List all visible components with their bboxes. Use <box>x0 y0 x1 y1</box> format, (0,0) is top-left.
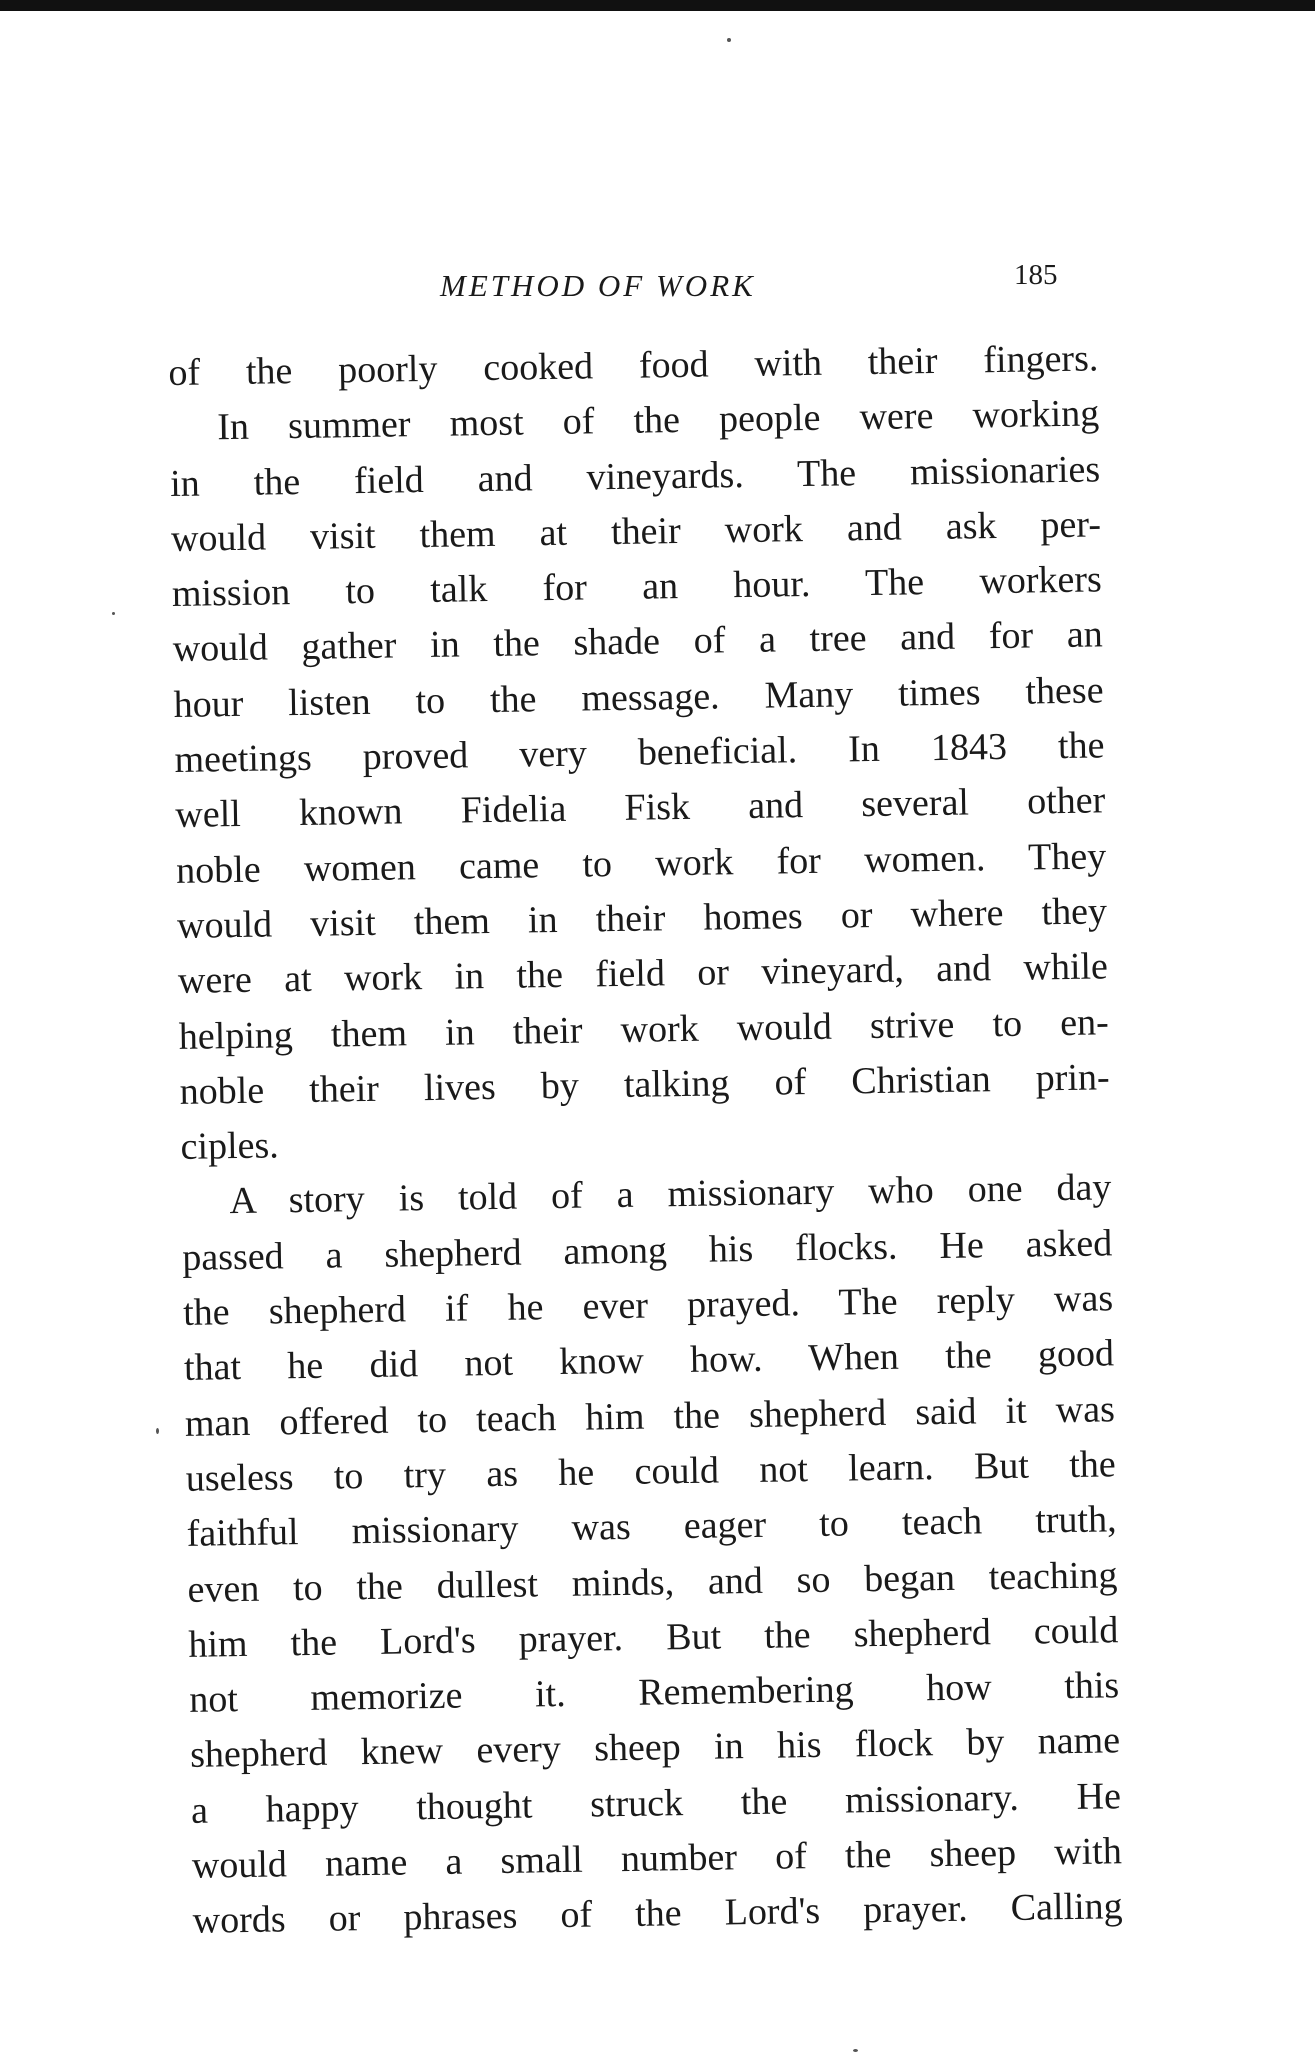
text-line: hour listen to the message. Many times these <box>173 669 1104 726</box>
text-line: meetings proved very beneficial. In 1843 the <box>174 724 1105 782</box>
text-line: even to the dullest minds, and so began teaching <box>187 1553 1118 1611</box>
text-line: In summer most of the people were working <box>216 392 1100 449</box>
text-line: faithful missionary was eager to teach truth, <box>186 1498 1117 1556</box>
text-line: mission to talk for an hour. The workers <box>171 558 1103 616</box>
text-line: a happy thought struck the missionary. He <box>190 1774 1122 1832</box>
page-header <box>150 256 1120 306</box>
text-line: A story is told of a missionary who one day <box>229 1166 1112 1223</box>
scan-speck <box>853 2049 858 2052</box>
text-line: noble their lives by talking of Christian prin- <box>179 1056 1110 1113</box>
text-line: him the Lord's prayer. But the shepherd could <box>188 1609 1119 1666</box>
text-line: were at work in the field or vineyard, and while <box>177 945 1109 1003</box>
text-line: of the poorly cooked food with their fingers. <box>168 337 1099 394</box>
running-head: METHOD OF WORK <box>440 268 756 303</box>
text-line: would visit them at their work and ask per- <box>170 503 1102 560</box>
scan-speck <box>156 1428 159 1434</box>
scan-speck <box>112 612 115 615</box>
text-line: useless to try as he could not learn. But the <box>185 1443 1117 1500</box>
scan-speck <box>727 38 731 42</box>
body-text <box>168 331 1123 1949</box>
text-line: ciples. <box>180 1124 280 1169</box>
text-line: would gather in the shade of a tree and for an <box>172 613 1103 671</box>
text-line: would visit them in their homes or where they <box>176 890 1108 947</box>
text-line: passed a shepherd among his flocks. He asked <box>181 1222 1113 1279</box>
text-line: helping them in their work would strive to en- <box>178 1000 1110 1058</box>
page-number: 185 <box>1014 259 1058 291</box>
text-line: would name a small number of the sheep with <box>191 1830 1123 1887</box>
text-line: in the field and vineyards. The missionaries <box>169 447 1101 505</box>
book-page <box>150 0 1123 2066</box>
text-line: the shepherd if he ever prayed. The reply was <box>182 1277 1114 1334</box>
text-line: shepherd knew every sheep in his flock by name <box>189 1719 1121 1777</box>
text-line: man offered to teach him the shepherd said it was <box>184 1387 1116 1445</box>
text-line: not memorize it. Remembering how this <box>188 1664 1120 1721</box>
text-line: well known Fidelia Fisk and several other <box>175 779 1106 837</box>
text-line: words or phrases of the Lord's prayer. Calling <box>192 1885 1123 1943</box>
text-line: noble women came to work for women. They <box>175 835 1107 892</box>
text-line: that he did not know how. When the good <box>183 1332 1115 1390</box>
